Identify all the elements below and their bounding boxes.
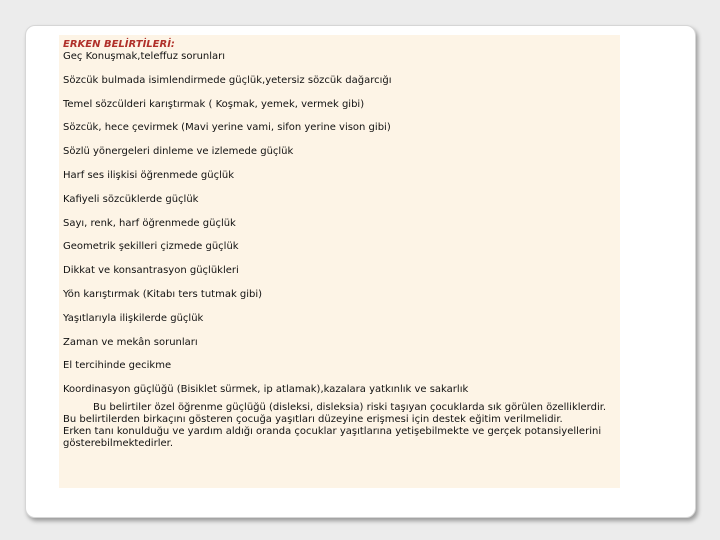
symptom-item: Harf ses ilişkisi öğrenmede güçlük [63, 169, 235, 181]
symptom-item: Yön karıştırmak (Kitabı ters tutmak gibi) [63, 288, 263, 300]
symptom-item: Zaman ve mekân sorunları [63, 336, 198, 348]
symptom-item: Kafiyeli sözcüklerde güçlük [63, 193, 199, 205]
symptom-item: Geometrik şekilleri çizmede güçlük [63, 241, 239, 253]
symptom-item: Yaşıtlarıyla ilişkilerde güçlük [63, 312, 204, 324]
symptom-item: Sözcük bulmada isimlendirmede güçlük,yetersiz sözcük dağarcığı [63, 74, 392, 86]
symptom-item: El tercihinde gecikme [63, 360, 172, 372]
symptom-item: Sözlü yönergeleri dinleme ve izlemede güçlük [63, 146, 294, 158]
paragraph-text: Bu belirtiler özel öğrenme güçlüğü (disleksi, disleksia) riski taşıyan çocuklarda sık görülen özelliklerdir. [93, 402, 607, 414]
section-heading: ERKEN BELİRTİLERİ: [63, 39, 175, 50]
symptom-item: Koordinasyon güçlüğü (Bisiklet sürmek, ip atlamak),kazalara yatkınlık ve sakarlık [63, 384, 469, 396]
paragraph-indent [63, 402, 93, 413]
symptom-item: Sayı, renk, harf öğrenmede güçlük [63, 217, 236, 229]
closing-paragraph-3: Erken tanı konulduğu ve yardım aldığı oranda çocuklar yaşıtlarına yetişebilmekte ve gerçek potansiyellerini gösterebilmektedirler. [63, 426, 602, 450]
symptom-item: Sözcük, hece çevirmek (Mavi yerine vami, sifon yerine vison gibi) [63, 122, 391, 134]
closing-paragraph-1 [63, 402, 615, 414]
content-box [59, 35, 620, 488]
closing-paragraph-2: Bu belirtilerden birkaçını gösteren çocuğa yaşıtları düzeyine erişmesi için destek eğitim verilmelidir. [63, 414, 563, 426]
symptom-item: Geç Konuşmak,teleffuz sorunları [63, 51, 226, 62]
symptom-item: Dikkat ve konsantrasyon güçlükleri [63, 265, 239, 277]
symptom-item: Temel sözcülderi karıştırmak ( Koşmak, yemek, vermek gibi) [63, 98, 365, 110]
